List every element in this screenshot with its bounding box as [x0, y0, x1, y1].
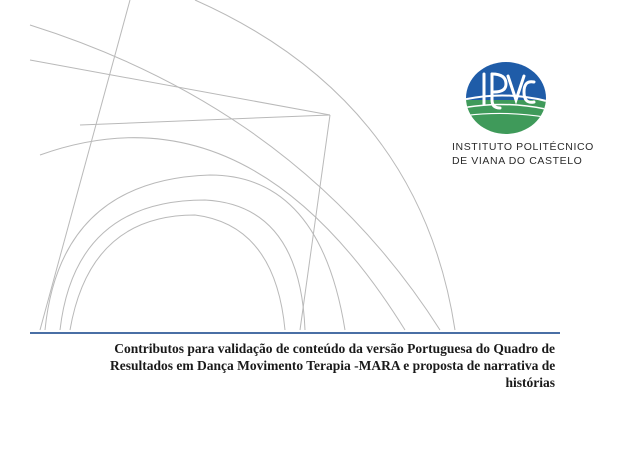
ipvc-logo-icon	[462, 60, 550, 136]
institution-name-line-1: INSTITUTO POLITÉCNICO	[452, 141, 594, 153]
line-diagonal-2	[30, 60, 330, 115]
institution-name-line-2: DE VIANA DO CASTELO	[452, 155, 583, 167]
document-title	[110, 340, 555, 391]
document-title-line-2: Resultados em Dança Movimento Terapia -MARA e proposta de narrativa de	[110, 358, 556, 373]
line-diagonal-3	[80, 115, 330, 125]
line-vertical	[300, 115, 330, 330]
document-title-line-3: histórias	[505, 375, 555, 390]
arc-mid	[40, 138, 405, 330]
arc-outer	[195, 0, 455, 330]
title-divider	[30, 332, 560, 334]
arc-inner-3	[70, 215, 285, 330]
arc-inner-1	[45, 175, 345, 330]
document-title-line-1: Contributos para validação de conteúdo da versão Portuguesa do Quadro de	[114, 341, 555, 356]
institution-name	[452, 140, 594, 168]
